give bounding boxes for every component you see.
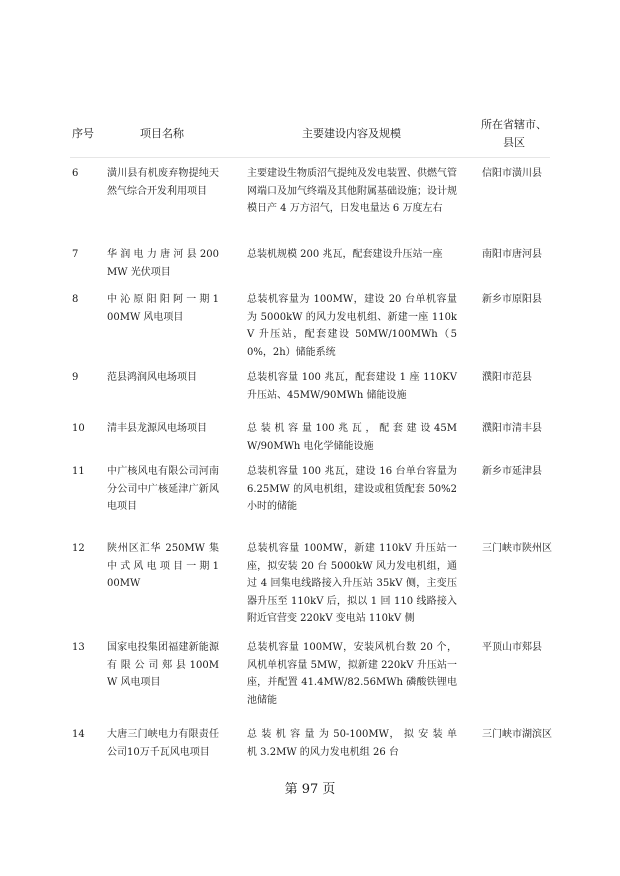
row-14-seq: 14 — [72, 729, 85, 740]
row-12-content: 总装机容量 100MW，新建 110kV 升压站一座，拟安装 20 台 5000kW 风力发电机组，通过 4 回集电线路接入升压站 35kV 侧，主变压器升压至 110kV 后，拟以 1 回 110 线路接入附近官营变 220kV 变电站 110kV 侧 — [247, 543, 457, 624]
row-10-name: 清丰县龙源风电场项目 — [107, 423, 207, 434]
row-13-location: 平顶山市郏县 — [482, 642, 542, 653]
row-6-location: 信阳市潢川县 — [482, 168, 542, 179]
row-7-name: 华 润 电 力 唐 河 县 200MW 光伏项目 — [107, 249, 219, 278]
header-project-name: 项目名称 — [140, 127, 184, 140]
row-13-name: 国家电投集团福建新能源 有 限 公 司 郏 县 100MW 风电项目 — [107, 642, 219, 688]
row-11-location: 新乡市延津县 — [482, 466, 542, 477]
row-6-content: 主要建设生物质沼气提纯及发电装置、供燃气管网端口及加气终端及其他附属基础设施；设计规模日产 4 万方沼气，日发电量达 6 万度左右 — [247, 168, 457, 214]
row-10-content: 总 装 机 容 量 100 兆 瓦 ， 配 套 建 设 45MW/90MWh 电化学储能设施 — [247, 423, 457, 452]
row-9-name: 范县鸿润风电场项目 — [107, 372, 197, 383]
row-7-content: 总装机规模 200 兆瓦，配套建设升压站一座 — [247, 249, 443, 260]
header-location-line2: 县区 — [503, 136, 525, 149]
row-9-location: 濮阳市范县 — [482, 372, 532, 383]
header-seq: 序号 — [72, 127, 94, 140]
row-11-name: 中广核风电有限公司河南分公司中广核延津广新风电项目 — [107, 466, 219, 512]
header-location-line1: 所在省辖市、 — [481, 118, 547, 131]
row-12-location: 三门峡市陕州区 — [482, 543, 552, 554]
row-10-seq: 10 — [72, 423, 85, 434]
header-divider — [70, 157, 550, 158]
row-14-name: 大唐三门峡电力有限责任公司10万千瓦风电项目 — [107, 729, 219, 758]
header-location — [478, 116, 550, 152]
row-11-seq: 11 — [72, 466, 85, 477]
header-construction-content: 主要建设内容及规模 — [302, 127, 401, 140]
row-13-seq: 13 — [72, 642, 85, 653]
row-14-location: 三门峡市湖滨区 — [482, 729, 552, 740]
row-11-content: 总装机容量 100 兆瓦，建设 16 台单台容量为 6.25MW 的风电机组，建设或租赁配套 50%2 小时的储能 — [247, 466, 457, 512]
row-12-name: 陕州区汇华 250MW 集中 式 风 电 项 目 一 期 100MW — [107, 543, 219, 589]
row-7-seq: 7 — [72, 249, 79, 260]
row-9-seq: 9 — [72, 372, 79, 383]
row-13-content: 总装机容量 100MW，安装风机台数 20 个，风机单机容量 5MW，拟新建 220kV 升压站一座，并配置 41.4MW/82.56MWh 磷酸铁锂电池储能 — [247, 642, 457, 706]
row-12-seq: 12 — [72, 543, 85, 554]
page-number: 第 97 页 — [284, 782, 336, 797]
row-8-content: 总装机容量为 100MW，建设 20 台单机容量为 5000kW 的风力发电机组、新建一座 110kV 升压站，配套建设 50MW/100MWh（50%，2h）储能系统 — [247, 294, 457, 358]
row-9-content: 总装机容量 100 兆瓦，配套建设 1 座 110KV 升压站、45MW/90MWh 储能设施 — [247, 372, 457, 401]
row-7-location: 南阳市唐河县 — [482, 249, 542, 260]
row-8-name: 中 沁 原 阳 阳 阿 一 期 100MW 风电项目 — [107, 294, 219, 323]
row-6-name: 潢川县有机废弃物提纯天然气综合开发利用项目 — [107, 168, 219, 197]
row-10-location: 濮阳市清丰县 — [482, 423, 542, 434]
row-14-content: 总 装 机 容 量 为 50-100MW， 拟 安 装 单 机 3.2MW 的风力发电机组 26 台 — [247, 729, 457, 758]
row-8-location: 新乡市原阳县 — [482, 294, 542, 305]
row-8-seq: 8 — [72, 294, 79, 305]
row-6-seq: 6 — [72, 168, 79, 179]
